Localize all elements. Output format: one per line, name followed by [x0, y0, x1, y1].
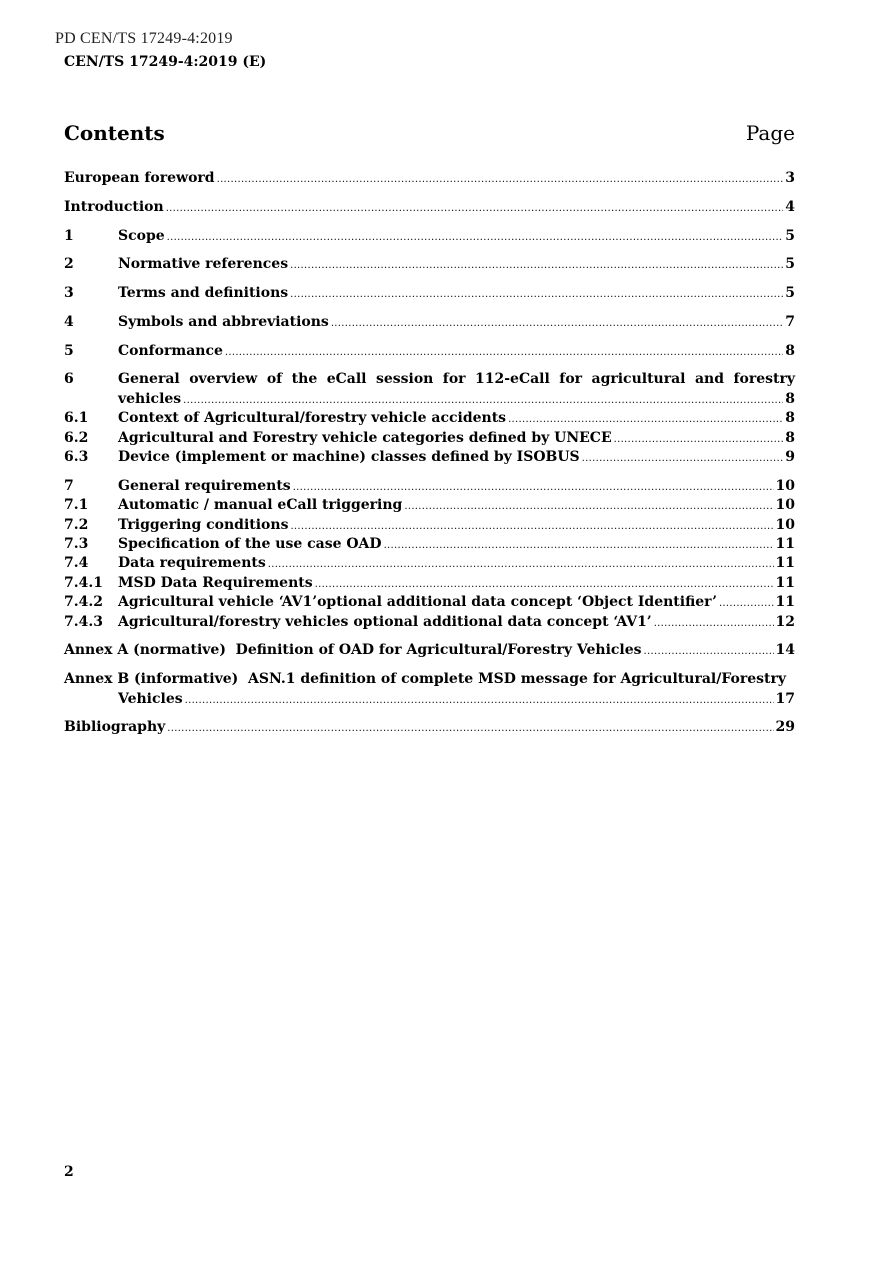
- toc-leader-dots: [268, 555, 774, 574]
- toc-entry-6-2[interactable]: [64, 429, 795, 448]
- toc-leader-dots: [404, 497, 773, 516]
- toc-leader-dots: [719, 594, 774, 613]
- toc-entry-normative-references[interactable]: [64, 255, 795, 274]
- toc-entry-text: Triggering conditions: [118, 516, 289, 533]
- toc-leader-dots: [384, 536, 774, 555]
- toc-leader-dots: [582, 449, 784, 468]
- toc-entry-european-foreword[interactable]: [64, 169, 795, 188]
- toc-entry-page: 8: [785, 410, 795, 427]
- toc-entry-bibliography[interactable]: [64, 718, 795, 737]
- toc-entry-page: 10: [775, 477, 795, 494]
- toc-leader-dots: [217, 170, 784, 189]
- toc-entry-7-2[interactable]: [64, 516, 795, 535]
- toc-entry-text: Agricultural and Forestry vehicle categories defined by UNECE: [118, 429, 612, 446]
- toc-entry-number: 1: [64, 227, 74, 244]
- toc-leader-dots: [654, 614, 774, 633]
- toc-entry-page: 11: [775, 555, 795, 572]
- toc-entry-number: 6.1: [64, 410, 89, 427]
- toc-entry-general-overview[interactable]: [64, 370, 795, 409]
- toc-leader-dots: [290, 517, 773, 536]
- toc-entry-number: 5: [64, 342, 74, 359]
- toc-leader-dots: [508, 410, 783, 429]
- toc-entry-page: 8: [785, 390, 795, 407]
- toc-entry-terms-and-definitions[interactable]: [64, 284, 795, 303]
- toc-leader-dots: [225, 343, 783, 362]
- toc-entry-annex-b[interactable]: [64, 670, 795, 709]
- toc-entry-page: 11: [775, 574, 795, 591]
- toc-leader-dots: [167, 228, 784, 247]
- toc-entry-number: 7.4.2: [64, 594, 103, 611]
- toc-entry-6-1[interactable]: [64, 409, 795, 428]
- toc-entry-page: 10: [775, 497, 795, 514]
- toc-leader-dots: [293, 478, 774, 497]
- toc-leader-dots: [166, 199, 784, 218]
- document-id-header: PD CEN/TS 17249-4:2019: [55, 30, 233, 47]
- toc-entry-number: 7.2: [64, 516, 89, 533]
- toc-entry-text: Specification of the use case OAD: [118, 535, 382, 552]
- toc-entry-number: 6.2: [64, 429, 89, 446]
- toc-entry-page: 5: [785, 285, 795, 302]
- toc-entry-7-4-1[interactable]: [64, 574, 795, 593]
- toc-entry-text-continued: Vehicles: [118, 690, 183, 707]
- toc-entry-text: Automatic / manual eCall triggering: [118, 497, 403, 514]
- toc-entry-page: 11: [775, 535, 795, 552]
- toc-leader-dots: [290, 256, 783, 275]
- toc-entry-scope[interactable]: [64, 227, 795, 246]
- toc-entry-text: Device (implement or machine) classes defined by ISOBUS: [118, 449, 580, 466]
- toc-entry-text: Terms and definitions: [118, 285, 289, 302]
- table-of-contents: [64, 169, 795, 738]
- toc-leader-dots: [167, 719, 773, 738]
- toc-entry-text: Introduction: [64, 198, 164, 215]
- toc-entry-text: Conformance: [118, 342, 223, 359]
- toc-entry-text: European foreword: [64, 170, 215, 186]
- toc-leader-dots: [331, 314, 783, 333]
- toc-entry-annex-a[interactable]: [64, 641, 795, 660]
- toc-entry-page: 8: [785, 342, 795, 359]
- toc-entry-page: 17: [775, 690, 795, 707]
- toc-entry-text: Bibliography: [64, 719, 166, 736]
- page-number: 2: [64, 1164, 74, 1180]
- toc-leader-dots: [644, 642, 774, 661]
- toc-entry-text: Scope: [118, 227, 165, 244]
- toc-entry-text: General overview of the eCall session for 112-eCall for agricultural and forestry: [118, 371, 795, 388]
- toc-entry-6-3[interactable]: [64, 448, 795, 467]
- toc-entry-number: 7.4.1: [64, 574, 103, 591]
- toc-entry-number: 6.3: [64, 449, 89, 466]
- toc-entry-page: 8: [785, 429, 795, 446]
- toc-entry-number: 6: [64, 371, 74, 388]
- toc-entry-page: 3: [785, 170, 795, 186]
- toc-entry-page: 29: [775, 719, 795, 736]
- toc-entry-page: 4: [785, 198, 795, 215]
- toc-entry-number: 7.4: [64, 555, 89, 572]
- toc-entry-introduction[interactable]: [64, 198, 795, 217]
- toc-entry-7-4[interactable]: [64, 554, 795, 573]
- toc-leader-dots: [290, 285, 783, 304]
- toc-entry-page: 5: [785, 256, 795, 273]
- toc-entry-7-4-3[interactable]: [64, 613, 795, 632]
- toc-entry-7-1[interactable]: [64, 496, 795, 515]
- toc-entry-page: 12: [775, 613, 795, 630]
- toc-entry-text: Normative references: [118, 256, 289, 273]
- toc-entry-text: General requirements: [118, 477, 291, 494]
- toc-entry-text: Data requirements: [118, 555, 266, 572]
- toc-leader-dots: [614, 430, 784, 449]
- toc-entry-text: Symbols and abbreviations: [118, 313, 329, 330]
- toc-leader-dots: [315, 575, 774, 594]
- toc-leader-dots: [183, 391, 783, 410]
- toc-entry-general-requirements[interactable]: [64, 477, 795, 496]
- toc-entry-7-4-2[interactable]: [64, 593, 795, 612]
- toc-entry-page: 14: [775, 642, 795, 659]
- toc-entry-number: 4: [64, 313, 74, 330]
- toc-entry-text: MSD Data Requirements: [118, 574, 313, 591]
- toc-entry-number: 7: [64, 477, 74, 494]
- toc-entry-page: 10: [775, 516, 795, 533]
- toc-entry-text: Annex A (normative) Definition of OAD for Agricultural/Forestry Vehicles: [64, 642, 642, 659]
- toc-entry-text-continued: vehicles: [118, 390, 182, 407]
- toc-entry-text: Agricultural vehicle ‘AV1’optional additional data concept ‘Object Identifier’: [118, 594, 717, 611]
- toc-entry-text: Context of Agricultural/forestry vehicle accidents: [118, 410, 507, 427]
- toc-entry-text: Agricultural/forestry vehicles optional additional data concept ‘AV1’: [118, 613, 652, 630]
- page-column-heading: Page: [745, 121, 795, 145]
- contents-heading: Contents: [64, 121, 165, 145]
- toc-entry-page: 7: [785, 313, 795, 330]
- toc-entry-page: 11: [775, 594, 795, 611]
- toc-entry-conformance[interactable]: [64, 342, 795, 361]
- toc-entry-number: 2: [64, 256, 74, 273]
- toc-entry-page: 5: [785, 227, 795, 244]
- toc-entry-text: Annex B (informative) ASN.1 definition of complete MSD message for Agricultural/Forestry: [64, 671, 786, 688]
- toc-entry-page: 9: [785, 449, 795, 466]
- toc-entry-number: 7.3: [64, 535, 89, 552]
- toc-entry-number: 7.4.3: [64, 613, 103, 630]
- toc-entry-7-3[interactable]: [64, 535, 795, 554]
- toc-entry-number: 7.1: [64, 497, 89, 514]
- toc-leader-dots: [185, 691, 774, 710]
- document-sub-header: CEN/TS 17249-4:2019 (E): [64, 54, 267, 70]
- toc-entry-number: 3: [64, 285, 74, 302]
- toc-entry-symbols-and-abbreviations[interactable]: [64, 313, 795, 332]
